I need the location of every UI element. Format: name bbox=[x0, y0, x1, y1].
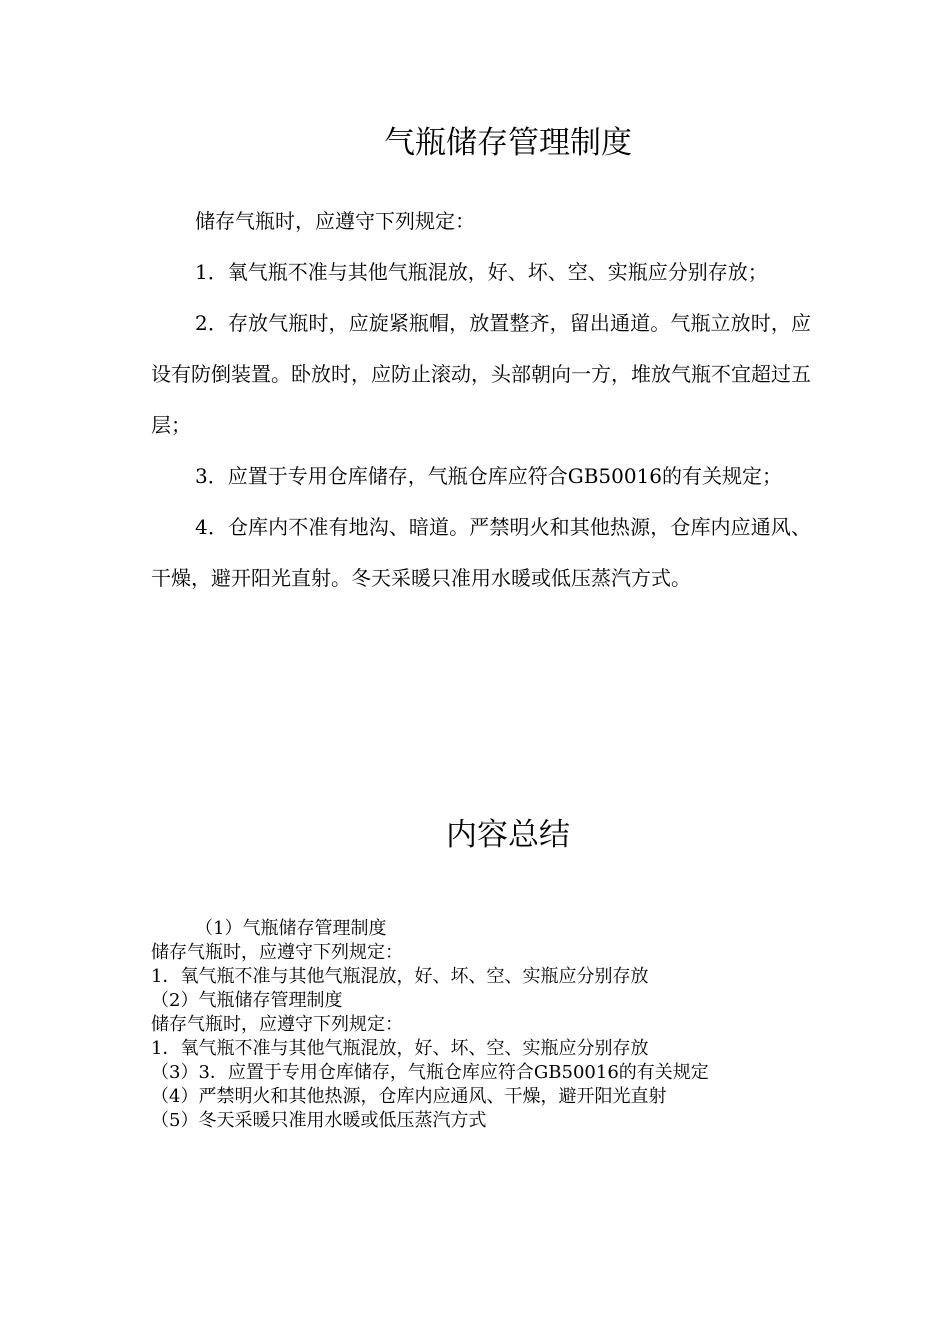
summary-list bbox=[151, 917, 851, 1133]
summary-line-3: 1．氧气瓶不准与其他气瓶混放，好、坏、空、实瓶应分别存放 bbox=[151, 966, 649, 987]
rule-paragraph-1: 1．氧气瓶不准与其他气瓶混放，好、坏、空、实瓶应分别存放； bbox=[195, 260, 768, 284]
summary-line-7: （3）3．应置于专用仓库储存，气瓶仓库应符合GB50016的有关规定 bbox=[151, 1062, 709, 1083]
summary-line-4: （2）气瓶储存管理制度 bbox=[151, 990, 343, 1011]
summary-line-2: 储存气瓶时，应遵守下列规定： bbox=[151, 942, 403, 963]
summary-line-8: （4）严禁明火和其他热源，仓库内应通风、干燥，避开阳光直射 bbox=[151, 1086, 667, 1107]
rule-paragraph-4: 4．仓库内不准有地沟、暗道。严禁明火和其他热源，仓库内应通风、干燥，避开阳光直射。冬天采暖只准用水暖或低压蒸汽方式。 bbox=[151, 515, 811, 590]
summary-line-6: 1．氧气瓶不准与其他气瓶混放，好、坏、空、实瓶应分别存放 bbox=[151, 1038, 649, 1059]
summary-title: 内容总结 bbox=[446, 817, 570, 853]
document-title: 气瓶储存管理制度 bbox=[384, 125, 632, 161]
summary-line-9: （5）冬天采暖只准用水暖或低压蒸汽方式 bbox=[151, 1110, 487, 1131]
document-body bbox=[151, 196, 811, 604]
summary-line-1: （1）气瓶储存管理制度 bbox=[195, 918, 387, 939]
rule-paragraph-3: 3．应置于专用仓库储存，气瓶仓库应符合GB50016的有关规定； bbox=[195, 464, 783, 488]
intro-paragraph: 储存气瓶时，应遵守下列规定： bbox=[195, 209, 475, 233]
summary-line-5: 储存气瓶时，应遵守下列规定： bbox=[151, 1014, 403, 1035]
rule-paragraph-2: 2．存放气瓶时，应旋紧瓶帽，放置整齐，留出通道。气瓶立放时，应设有防倒装置。卧放时，应防止滚动，头部朝向一方，堆放气瓶不宜超过五层； bbox=[151, 311, 811, 437]
